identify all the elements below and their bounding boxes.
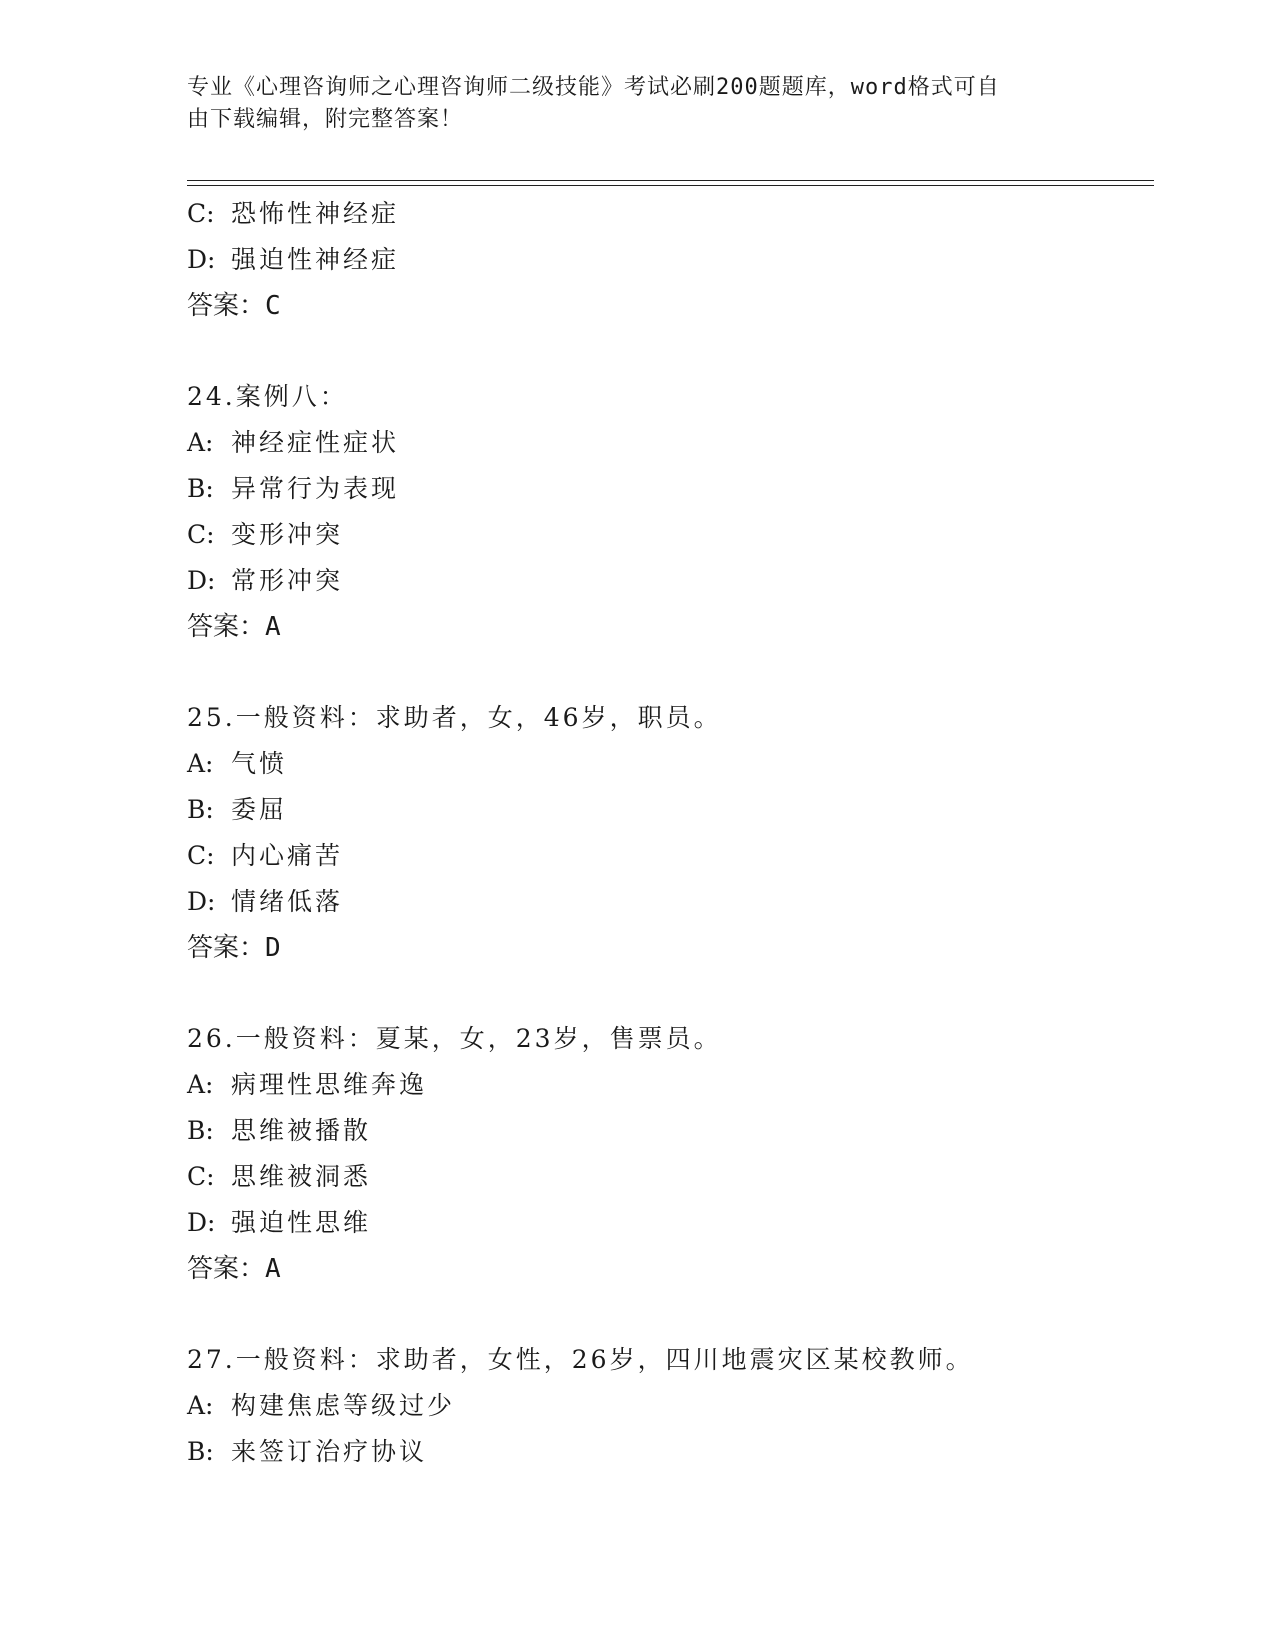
option-text: 恐怖性神经症	[231, 199, 400, 228]
header-line-2: 由下载编辑，附完整答案！	[187, 107, 464, 132]
option-text: 强迫性神经症	[231, 245, 400, 274]
option-text: 异常行为表现	[231, 474, 400, 503]
option-row	[187, 1429, 1147, 1475]
option-row	[187, 1062, 1147, 1108]
option-text: 病理性思维奔逸	[231, 1070, 428, 1099]
option-text: 来签订治疗协议	[231, 1437, 428, 1466]
option-key: D:	[187, 1208, 216, 1237]
question-block	[187, 695, 1147, 971]
option-key: B:	[187, 795, 214, 824]
header-divider-bottom	[187, 185, 1154, 186]
option-row	[187, 879, 1147, 925]
option-row	[187, 1108, 1147, 1154]
option-row	[187, 558, 1147, 604]
option-text: 常形冲突	[231, 566, 344, 595]
option-key: A:	[187, 749, 214, 778]
option-key: D:	[187, 887, 216, 916]
option-row	[187, 420, 1147, 466]
option-text: 强迫性思维	[231, 1208, 372, 1237]
question-block	[187, 374, 1147, 650]
option-row	[187, 787, 1147, 833]
option-row	[187, 466, 1147, 512]
question-block	[187, 1337, 1147, 1475]
option-text: 构建焦虑等级过少	[231, 1391, 456, 1420]
question-stem: 24.案例八：	[187, 382, 348, 411]
option-key: B:	[187, 1437, 214, 1466]
option-key: B:	[187, 474, 214, 503]
option-key: C:	[187, 520, 215, 549]
option-text: 委屈	[231, 795, 288, 824]
answer-line: 答案：A	[187, 612, 281, 642]
option-row	[187, 237, 1147, 283]
question-block	[187, 1016, 1147, 1292]
option-text: 气愤	[231, 749, 288, 778]
option-key: B:	[187, 1116, 214, 1145]
question-list	[187, 191, 1147, 1475]
option-text: 思维被播散	[231, 1116, 372, 1145]
option-key: C:	[187, 1162, 215, 1191]
option-row	[187, 833, 1147, 879]
option-text: 内心痛苦	[231, 841, 344, 870]
option-text: 情绪低落	[231, 887, 344, 916]
option-key: A:	[187, 1391, 214, 1420]
option-key: D:	[187, 245, 216, 274]
option-row	[187, 741, 1147, 787]
option-row	[187, 191, 1147, 237]
document-header	[187, 72, 1067, 136]
answer-line: 答案：C	[187, 291, 281, 321]
question-stem: 26.一般资料：夏某，女，23岁，售票员。	[187, 1024, 722, 1053]
answer-line: 答案：A	[187, 1254, 281, 1284]
option-key: A:	[187, 1070, 214, 1099]
question-block	[187, 191, 1147, 329]
option-text: 思维被洞悉	[231, 1162, 372, 1191]
header-line-1: 专业《心理咨询师之心理咨询师二级技能》考试必刷200题题库，word格式可自	[187, 75, 1000, 100]
option-text: 神经症性症状	[231, 428, 400, 457]
option-key: A:	[187, 428, 214, 457]
option-key: D:	[187, 566, 216, 595]
option-key: C:	[187, 841, 215, 870]
option-row	[187, 1200, 1147, 1246]
header-divider-top	[187, 180, 1154, 181]
option-text: 变形冲突	[231, 520, 344, 549]
question-stem: 27.一般资料：求助者，女性，26岁，四川地震灾区某校教师。	[187, 1345, 974, 1374]
option-row	[187, 1383, 1147, 1429]
question-stem: 25.一般资料：求助者，女，46岁，职员。	[187, 703, 722, 732]
option-key: C:	[187, 199, 215, 228]
option-row	[187, 1154, 1147, 1200]
answer-line: 答案：D	[187, 933, 281, 963]
option-row	[187, 512, 1147, 558]
